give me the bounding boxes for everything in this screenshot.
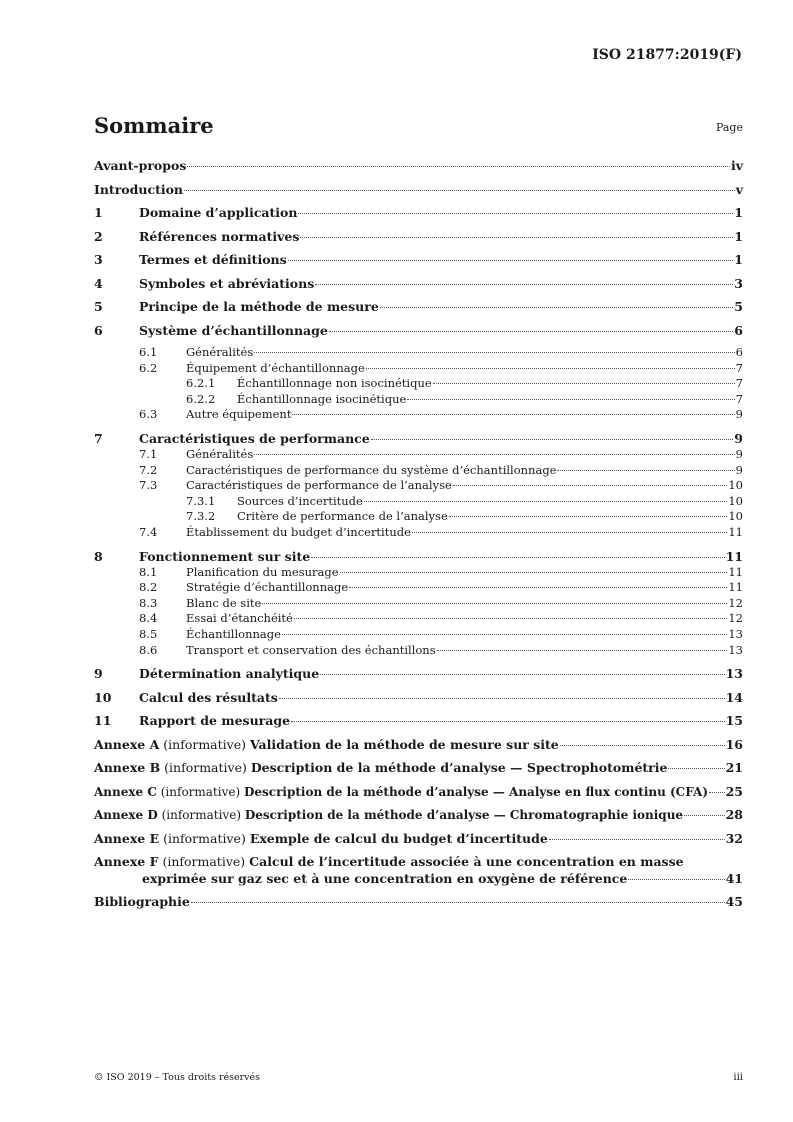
toc-entry-page: 11 (728, 580, 743, 595)
toc-entry-page: 9 (735, 462, 743, 477)
dot-leader (329, 331, 733, 332)
toc-entry-text: Domaine d’application (139, 205, 298, 220)
toc-entry[interactable] (94, 548, 743, 565)
toc-entry[interactable] (94, 407, 743, 423)
dot-leader (292, 414, 734, 415)
dot-leader (298, 213, 733, 214)
toc-entry[interactable] (94, 251, 743, 275)
toc-entry-text: Sources d’incertitude (237, 493, 363, 508)
dot-leader (279, 698, 725, 699)
toc-entry-number: 8.6 (139, 642, 158, 657)
annex-title-continued: exprimée sur gaz sec et à une concentration en oxygène de référence (142, 871, 628, 887)
toc-entry-text: Références normatives (139, 228, 300, 244)
toc-entry-page: 13 (725, 666, 743, 682)
toc-entry-number: 8.2 (139, 580, 158, 595)
dot-leader (262, 603, 727, 604)
toc-entry-number: 5 (94, 299, 103, 314)
toc-entry-page: 1 (734, 252, 743, 267)
annex-type: (informative) (162, 854, 246, 870)
toc-entry-page: 6 (734, 322, 743, 338)
dot-leader (340, 572, 728, 573)
toc-entry-page: 1 (734, 205, 743, 220)
toc-entry-text: Avant-propos (94, 158, 187, 173)
annex-title: Validation de la méthode de mesure sur site (249, 736, 559, 752)
toc-entry-number: 10 (94, 689, 112, 705)
toc-entry-text: Critère de performance de l’analyse (237, 509, 448, 524)
dot-leader (294, 618, 728, 619)
toc-entry[interactable] (94, 611, 743, 627)
toc-entry[interactable] (94, 494, 743, 510)
annex-type: (informative) (161, 808, 242, 823)
toc-entry[interactable] (94, 322, 743, 346)
toc-entry-page: 13 (728, 642, 743, 657)
toc-entry[interactable] (94, 157, 743, 181)
toc-entry-page: 21 (725, 760, 743, 776)
toc-annex-entry[interactable] (94, 736, 743, 760)
toc-entry-page: 7 (735, 360, 743, 375)
annex-label: Annexe F (94, 854, 159, 870)
annex-label: Annexe A (94, 736, 160, 752)
toc-entry-text: Symboles et abréviations (139, 275, 315, 291)
dot-leader (557, 470, 734, 471)
toc-entry-number: 2 (94, 228, 103, 244)
toc-entry[interactable] (94, 181, 743, 205)
toc-annex-entry[interactable] (94, 783, 743, 807)
dot-leader (453, 485, 728, 486)
toc-entry-page: 14 (725, 689, 743, 705)
toc-entry-page: 13 (728, 626, 743, 641)
toc-entry-bibliography[interactable] (94, 893, 743, 917)
toc-entry-text: Rapport de mesurage (139, 713, 291, 729)
toc-entry-page: 16 (725, 736, 743, 752)
toc-entry-text: Caractéristiques de performance (139, 430, 370, 446)
toc-entry-text: Principe de la méthode de mesure (139, 299, 379, 314)
toc-entry-text: Planification du mesurage (186, 564, 339, 579)
dot-leader (549, 839, 725, 840)
toc-entry-page: 12 (728, 611, 743, 626)
dot-leader (628, 879, 724, 880)
toc-entry-page: 41 (725, 871, 743, 887)
annex-title: Description de la méthode d’analyse — Chromatographie ionique (244, 808, 684, 823)
toc-entry[interactable] (94, 298, 743, 322)
toc-entry-text: Système d’échantillonnage (139, 322, 328, 338)
toc-entry-page: iv (730, 158, 743, 173)
toc-entry-text: Détermination analytique (139, 666, 320, 682)
dot-leader (668, 768, 724, 769)
copyright-notice: © ISO 2019 – Tous droits réservés (94, 1072, 261, 1083)
toc-entry-page: 7 (735, 391, 743, 406)
toc-entry-number: 3 (94, 252, 103, 267)
toc-entry-page: 15 (725, 713, 743, 729)
standard-reference: ISO 21877:2019(F) (592, 47, 742, 63)
toc-entry-number: 6.1 (139, 345, 158, 359)
dot-leader (320, 674, 724, 675)
toc-entry-number: 6.2.1 (186, 376, 216, 391)
toc-entry-page: 11 (728, 564, 743, 579)
dot-leader (187, 166, 730, 167)
toc-entry-page: 7 (735, 376, 743, 391)
toc-entry-text: Autre équipement (186, 407, 292, 422)
annex-type: (informative) (163, 830, 246, 846)
toc-entry-number: 7.3 (139, 478, 158, 493)
annex-type: (informative) (164, 760, 247, 776)
toc-entry-text: Équipement d’échantillonnage (186, 360, 365, 375)
toc-entry-text: Caractéristiques de performance du système d’échantillonnage (186, 462, 557, 477)
toc-entry[interactable] (94, 643, 743, 659)
annex-label: Annexe B (94, 760, 161, 776)
toc-entry-text: Généralités (186, 446, 254, 461)
toc-entry-text: Calcul des résultats (139, 689, 278, 705)
toc-entry-text: Termes et définitions (139, 252, 287, 267)
annex-label: Annexe E (94, 830, 160, 846)
toc-entry-text: Blanc de site (186, 595, 262, 610)
toc-entry-number: 1 (94, 205, 103, 220)
dot-leader (315, 284, 733, 285)
annex-label: Annexe D (94, 808, 158, 823)
toc-entry-text: Stratégie d’échantillonnage (186, 580, 349, 595)
toc-entry-page: 32 (725, 830, 743, 846)
dot-leader (184, 190, 735, 191)
toc-entry-text: Introduction (94, 181, 184, 197)
table-of-contents (94, 157, 743, 917)
toc-entry-number: 8.5 (139, 626, 158, 641)
annex-label: Annexe C (94, 784, 157, 799)
toc-entry[interactable] (94, 596, 743, 612)
toc-entry-page: 1 (734, 228, 743, 244)
toc-entry-number: 7.4 (139, 524, 158, 539)
toc-entry-number: 11 (94, 713, 112, 729)
dot-leader (437, 650, 728, 651)
toc-entry-text: Généralités (186, 345, 254, 359)
dot-leader (364, 501, 728, 502)
toc-entry-number: 7.3.1 (186, 493, 216, 508)
toc-entry-number: 8 (94, 548, 103, 564)
dot-leader (380, 307, 734, 308)
toc-entry[interactable] (94, 525, 743, 541)
toc-entry-page: 10 (728, 509, 743, 524)
toc-entry[interactable] (94, 376, 743, 392)
toc-entry[interactable] (94, 345, 743, 361)
toc-entry[interactable] (94, 430, 743, 447)
toc-entry-number: 4 (94, 275, 103, 291)
dot-leader (288, 260, 734, 261)
toc-entry-number: 6.2 (139, 360, 158, 375)
dot-leader (366, 368, 735, 369)
toc-entry[interactable] (94, 580, 743, 596)
annex-title: Exemple de calcul du budget d’incertitude (249, 830, 548, 846)
page-column-label: Page (715, 121, 743, 134)
toc-entry[interactable] (94, 509, 743, 525)
toc-annex-entry[interactable] (94, 853, 743, 887)
toc-entry[interactable] (94, 361, 743, 377)
toc-entry-number: 7 (94, 430, 103, 446)
toc-entry-number: 8.3 (139, 595, 158, 610)
toc-entry-number: 6.2.2 (186, 391, 216, 406)
dot-leader (311, 557, 724, 558)
toc-entry[interactable] (94, 627, 743, 643)
dot-leader (300, 237, 733, 238)
toc-entry-text: Transport et conservation des échantillons (186, 642, 436, 657)
dot-leader (407, 399, 734, 400)
toc-entry-number: 8.1 (139, 564, 158, 579)
toc-annex-entry[interactable] (94, 806, 743, 830)
toc-entry-page: v (735, 181, 743, 197)
toc-entry[interactable] (94, 392, 743, 408)
toc-entry-page: 12 (728, 595, 743, 610)
dot-leader (282, 634, 727, 635)
dot-leader (371, 439, 734, 440)
toc-annex-entry[interactable] (94, 830, 743, 854)
toc-entry-number: 9 (94, 666, 103, 682)
toc-entry[interactable] (94, 275, 743, 299)
toc-entry[interactable] (94, 447, 743, 463)
toc-entry-page: 11 (725, 548, 743, 564)
dot-leader (560, 745, 725, 746)
toc-entry[interactable] (94, 712, 743, 736)
toc-entry-number: 7.3.2 (186, 509, 216, 524)
toc-entry-page: 10 (728, 493, 743, 508)
annex-title: Description de la méthode d’analyse — Spectrophotométrie (250, 760, 668, 776)
toc-entry[interactable] (94, 478, 743, 494)
toc-entry-text: Caractéristiques de performance de l’analyse (186, 478, 452, 493)
toc-entry-page: 9 (734, 430, 743, 446)
toc-annex-entry[interactable] (94, 759, 743, 783)
toc-entry-text: Échantillonnage (186, 626, 281, 641)
page-number: iii (733, 1072, 743, 1083)
dot-leader (449, 516, 728, 517)
dot-leader (433, 383, 735, 384)
dot-leader (412, 532, 727, 533)
toc-entry-text: Fonctionnement sur site (139, 548, 311, 564)
dot-leader (191, 902, 725, 903)
page-title: Sommaire (94, 113, 214, 138)
dot-leader (254, 454, 734, 455)
dot-leader (684, 815, 725, 816)
toc-entry-page: 28 (725, 807, 743, 823)
toc-entry-text: Échantillonnage isocinétique (237, 391, 407, 406)
annex-type: (informative) (160, 784, 241, 799)
toc-entry[interactable] (94, 228, 743, 252)
dot-leader (709, 792, 725, 793)
toc-entry-page: 6 (735, 345, 743, 359)
toc-entry-text: Essai d’étanchéité (186, 611, 293, 626)
toc-entry[interactable] (94, 565, 743, 581)
toc-entry-number: 7.2 (139, 462, 158, 477)
toc-entry-text: Bibliographie (94, 894, 190, 910)
toc-entry-number: 8.4 (139, 611, 158, 626)
toc-entry-page: 3 (734, 275, 743, 291)
annex-title: Description de la méthode d’analyse — Analyse en flux continu (CFA) (243, 784, 709, 799)
dot-leader (254, 352, 734, 353)
toc-entry-page: 45 (725, 894, 743, 910)
toc-entry-page: 9 (735, 446, 743, 461)
toc-entry-number: 7.1 (139, 446, 158, 461)
toc-entry[interactable] (94, 665, 743, 689)
toc-entry[interactable] (94, 463, 743, 479)
toc-entry-page: 9 (735, 407, 743, 422)
toc-entry[interactable] (94, 689, 743, 713)
toc-entry-page: 5 (734, 299, 743, 314)
annex-title: Calcul de l’incertitude associée à une concentration en masse (249, 854, 684, 870)
dot-leader (291, 721, 725, 722)
dot-leader (349, 587, 727, 588)
toc-entry-number: 6 (94, 322, 103, 338)
toc-entry-text: Échantillonnage non isocinétique (237, 376, 432, 391)
toc-entry[interactable] (94, 204, 743, 228)
toc-entry-page: 25 (725, 783, 743, 799)
toc-entry-page: 11 (728, 524, 743, 539)
toc-entry-number: 6.3 (139, 407, 158, 422)
annex-type: (informative) (163, 736, 246, 752)
toc-entry-page: 10 (728, 478, 743, 493)
toc-entry-text: Établissement du budget d’incertitude (186, 524, 411, 539)
